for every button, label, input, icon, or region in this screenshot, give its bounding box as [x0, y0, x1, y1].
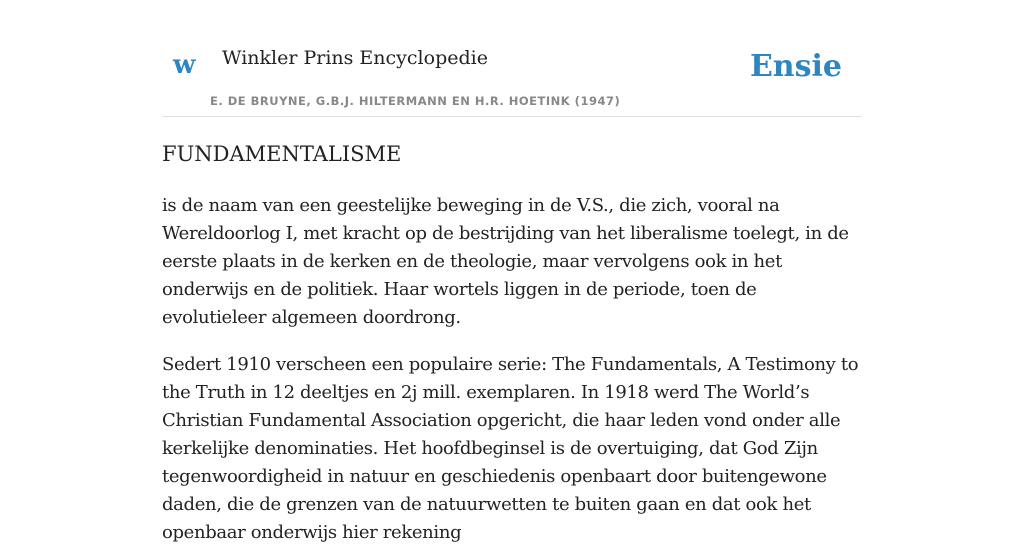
source-title[interactable]: Winkler Prins Encyclopedie [222, 47, 488, 69]
source-authors: E. DE BRUYNE, G.B.J. HILTERMANN EN H.R. HOETINK (1947) [210, 94, 621, 108]
brand-logo[interactable]: Ensie [749, 49, 842, 84]
page-header [162, 0, 862, 117]
page [162, 0, 862, 543]
source-logo[interactable]: w [173, 50, 196, 80]
entry-paragraph: Sedert 1910 verscheen een populaire serie: The Fundamentals, A Testimony to the Truth in 12 deeltjes en 2j mill. exemplaren. In 1918 werd The World’s Christian Fundamental Association opgericht, die haar leden vond onder alle kerkelijke denominaties. Het hoofdbeginsel is de overtuiging, dat God Zijn tegenwoordigheid in natuur en geschiedenis openbaart door buitengewone daden, die de grenzen van de natuurwetten te buiten gaan en dat ook het openbaar onderwijs hier rekening [162, 354, 859, 543]
entry-title: FUNDAMENTALISME [162, 142, 402, 166]
entry-paragraph: is de naam van een geestelijke beweging in de V.S., die zich, vooral na Wereldoorlog I, met kracht op de bestrijding van het liberalisme toelegt, in de eerste plaats in de kerken en de theologie, maar vervolgens ook in het onderwijs en de politiek. Haar wortels liggen in de periode, toen de evolutieleer algemeen doordrong. [162, 195, 849, 328]
